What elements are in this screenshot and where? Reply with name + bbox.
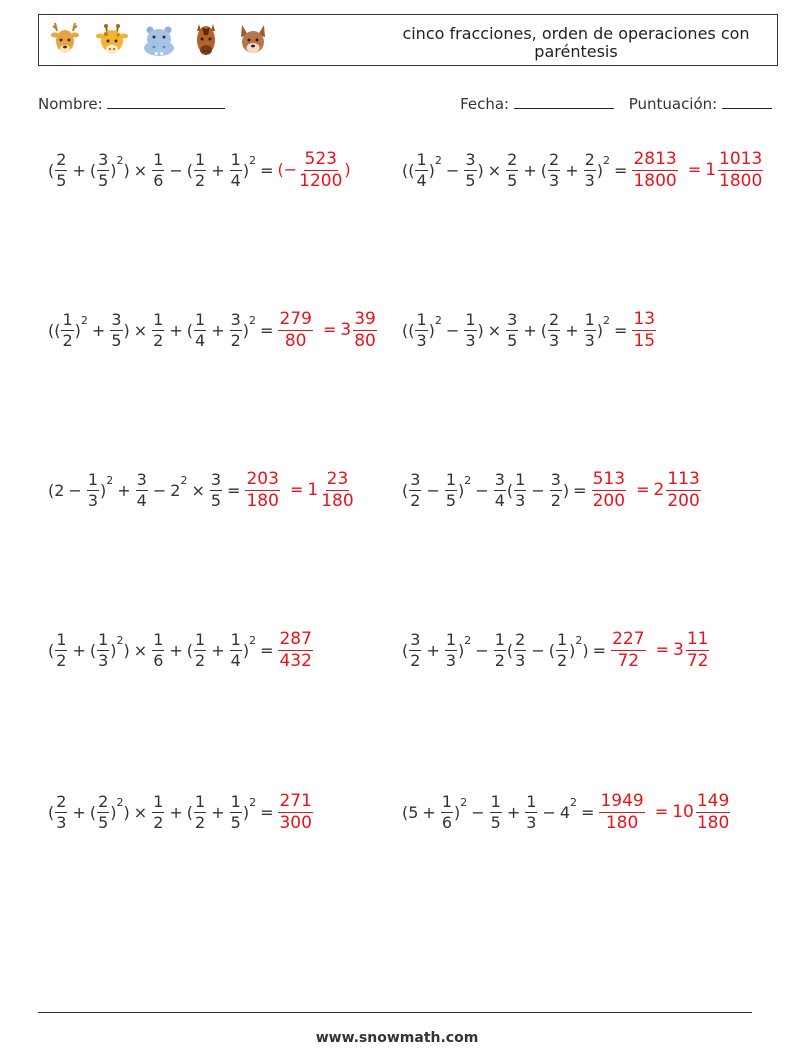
- denominator: 4: [195, 330, 206, 350]
- numerator: 1: [195, 791, 206, 811]
- numerator: 203: [246, 468, 279, 489]
- fraction: [55, 149, 67, 190]
- fraction: [110, 309, 122, 350]
- footer-url[interactable]: www.snowmath.com: [315, 1030, 479, 1046]
- deer-icon: [47, 21, 83, 59]
- fraction: [194, 629, 206, 670]
- numerator: 3: [230, 309, 241, 329]
- fraction: [230, 149, 242, 190]
- answer-fraction: [611, 628, 645, 671]
- answer: $\frac{513}{200}$ = 2 $\frac{113}{200}$: [592, 468, 700, 511]
- answer: $\frac{227}{72}$ = 3 $\frac{11}{72}$: [612, 628, 709, 671]
- numerator: 13: [633, 308, 656, 329]
- fraction: [445, 469, 457, 510]
- denominator: 2: [153, 812, 164, 832]
- numerator: 3: [507, 309, 518, 329]
- denominator: 2: [550, 490, 561, 510]
- denominator: 5: [490, 812, 501, 832]
- numerator: 2: [98, 791, 109, 811]
- denominator: 72: [617, 650, 640, 671]
- denominator: 3: [549, 170, 560, 190]
- fraction: [506, 309, 518, 350]
- denominator: 180: [605, 812, 639, 833]
- numerator: 1: [556, 629, 568, 649]
- denominator: 2: [195, 650, 206, 670]
- answer-fraction: [320, 468, 354, 511]
- fraction: [194, 309, 206, 350]
- denominator: 2: [494, 650, 505, 670]
- answer: [277, 628, 313, 671]
- fraction: [210, 469, 222, 510]
- numerator: 1: [153, 791, 164, 811]
- fraction: [230, 791, 242, 832]
- denominator: 180: [321, 490, 354, 511]
- denominator: 5: [507, 330, 518, 350]
- numerator: 1: [153, 309, 164, 329]
- denominator: 4: [136, 490, 147, 510]
- numerator: 279: [279, 308, 312, 329]
- fraction: [514, 469, 526, 510]
- denominator: 15: [633, 330, 656, 351]
- worksheet-title: cinco fracciones, orden de operaciones con paréntesis: [402, 24, 750, 61]
- denominator: 180: [696, 812, 730, 833]
- numerator: 3: [410, 469, 421, 489]
- giraffe-icon: [94, 21, 130, 59]
- denominator: 2: [410, 650, 421, 670]
- denominator: 3: [584, 170, 595, 190]
- numerator: 11: [686, 628, 709, 649]
- fraction: [525, 791, 537, 832]
- denominator: 3: [515, 490, 526, 510]
- numerator: 1: [195, 629, 206, 649]
- fraction: [97, 149, 109, 190]
- fraction: [445, 629, 457, 670]
- name-label: Nombre:: [38, 95, 103, 113]
- answer: $\frac{279}{80}$ = 3 $\frac{39}{80}$: [279, 308, 376, 351]
- denominator: 4: [230, 650, 241, 670]
- fraction: [415, 149, 427, 190]
- numerator: 1: [584, 309, 595, 329]
- numerator: 1: [230, 629, 241, 649]
- fraction: [230, 309, 242, 350]
- numerator: 2: [584, 149, 595, 169]
- fraction: [194, 791, 206, 832]
- fraction: [584, 309, 596, 350]
- fraction: [55, 791, 67, 832]
- numerator: 271: [279, 790, 312, 811]
- fraction: [194, 149, 206, 190]
- problem-4: (( $\frac{1}{3}$ ) $^2$ − $\frac{1}{3}$ ) × $\frac{3}{5}$ + ( $\frac{2}{3}$ + $\frac{1}{3}$ ) $^2$ = $\frac{13}{15}$: [402, 308, 656, 351]
- numerator: 1: [98, 629, 109, 649]
- fraction: [87, 469, 99, 510]
- horse-icon: [188, 21, 224, 59]
- denominator: 2: [153, 330, 164, 350]
- answer: $\frac{2813}{1800}$ = 1 $\frac{1013}{1800}$: [633, 148, 763, 191]
- numerator: 3: [210, 469, 222, 489]
- denominator: 6: [441, 812, 453, 832]
- denominator: 3: [584, 330, 595, 350]
- numerator: 149: [696, 790, 730, 811]
- fraction: [136, 469, 148, 510]
- fraction: [97, 791, 109, 832]
- problem-5: (2 − $\frac{1}{3}$ ) $^2$ + $\frac{3}{4}$ − 2 $^2$ × $\frac{3}{5}$ = $\frac{203}{180}$ = 1 $\frac{23}{180}$: [48, 468, 354, 511]
- numerator: 1: [416, 309, 427, 329]
- denominator: 5: [98, 170, 109, 190]
- fraction: [464, 309, 476, 350]
- fraction: [152, 149, 164, 190]
- problem-1: ( $\frac{2}{5}$ + ( $\frac{3}{5}$ ) $^2$ ) × $\frac{1}{6}$ − ( $\frac{1}{2}$ + $\frac{1}{4}$ ) $^2$ = (− $\frac{523}{1200}$ ): [48, 148, 351, 191]
- denominator: 4: [416, 170, 427, 190]
- denominator: 3: [98, 650, 109, 670]
- answer-fraction: [632, 308, 656, 351]
- dog-icon: [235, 21, 271, 59]
- answer-fraction: [696, 790, 730, 833]
- fraction: [464, 149, 476, 190]
- footer-divider: [38, 1012, 752, 1013]
- fraction: [415, 309, 427, 350]
- fraction: [494, 469, 506, 510]
- name-blank[interactable]: [107, 95, 225, 109]
- numerator: 1949: [600, 790, 644, 811]
- hippo-icon: [141, 21, 177, 59]
- date-score-field: [460, 95, 772, 113]
- numerator: 1: [445, 469, 457, 489]
- denominator: 3: [549, 330, 560, 350]
- fraction: [230, 629, 242, 670]
- denominator: 1800: [633, 170, 677, 191]
- numerator: 1: [526, 791, 537, 811]
- answer-fraction: [592, 468, 626, 511]
- numerator: 1013: [719, 148, 763, 169]
- denominator: 80: [284, 330, 307, 351]
- problem-2: (( $\frac{1}{4}$ ) $^2$ − $\frac{3}{5}$ ) × $\frac{2}{5}$ + ( $\frac{2}{3}$ + $\frac{2}{3}$ ) $^2$ = $\frac{2813}{1800}$ = 1 $\frac{1013}{1800}$: [402, 148, 763, 191]
- numerator: 3: [494, 469, 505, 489]
- denominator: 5: [507, 170, 518, 190]
- numerator: 523: [304, 148, 337, 169]
- animal-icons: [47, 21, 277, 61]
- numerator: 113: [667, 468, 700, 489]
- denominator: 2: [62, 330, 73, 350]
- fraction: [556, 629, 568, 670]
- fraction: [514, 629, 526, 670]
- numerator: 1: [153, 629, 164, 649]
- numerator: 2: [515, 629, 526, 649]
- numerator: 227: [612, 628, 645, 649]
- denominator: 3: [416, 330, 427, 350]
- denominator: 5: [111, 330, 122, 350]
- fraction: [494, 629, 506, 670]
- denominator: 3: [445, 650, 457, 670]
- numerator: 2813: [633, 148, 677, 169]
- answer-fraction: [245, 468, 279, 511]
- answer: $\frac{203}{180}$ = 1 $\frac{23}{180}$: [246, 468, 354, 511]
- numerator: 3: [465, 149, 476, 169]
- answer-fraction: [298, 148, 343, 191]
- numerator: 2: [56, 149, 67, 169]
- date-label: Fecha:: [460, 95, 510, 113]
- answer-fraction: [278, 308, 312, 351]
- fraction: [152, 629, 164, 670]
- numerator: 1: [445, 629, 457, 649]
- name-field: [38, 95, 225, 113]
- denominator: 300: [279, 812, 312, 833]
- denominator: 5: [98, 812, 109, 832]
- numerator: 1: [153, 149, 164, 169]
- numerator: 1: [416, 149, 427, 169]
- problem-10: (5 + $\frac{1}{6}$ ) $^2$ − $\frac{1}{5}$ + $\frac{1}{3}$ − 4 $^2$ = $\frac{1949}{180}$ = 10 $\frac{149}{180}$: [402, 790, 730, 833]
- denominator: 6: [153, 650, 164, 670]
- numerator: 513: [592, 468, 626, 489]
- numerator: 3: [111, 309, 122, 329]
- denominator: 3: [56, 812, 67, 832]
- answer-fraction: [718, 148, 763, 191]
- numerator: 3: [136, 469, 147, 489]
- score-blank[interactable]: [722, 95, 772, 109]
- denominator: 72: [686, 650, 709, 671]
- fraction: [409, 469, 421, 510]
- date-blank[interactable]: [514, 95, 614, 109]
- fraction: [548, 149, 560, 190]
- fraction: [97, 629, 109, 670]
- fraction: [548, 309, 560, 350]
- numerator: 1: [62, 309, 73, 329]
- numerator: 1: [230, 791, 241, 811]
- denominator: 180: [246, 490, 279, 511]
- numerator: 3: [98, 149, 109, 169]
- problem-6: ( $\frac{3}{2}$ − $\frac{1}{5}$ ) $^2$ − $\frac{3}{4}$ ( $\frac{1}{3}$ − $\frac{3}{2}$ ) = $\frac{513}{200}$ = 2 $\frac{113}{200}$: [402, 468, 700, 511]
- denominator: 2: [195, 170, 206, 190]
- denominator: 5: [56, 170, 67, 190]
- denominator: 4: [494, 490, 505, 510]
- numerator: 2: [507, 149, 518, 169]
- denominator: 1800: [719, 170, 763, 191]
- answer-fraction: [666, 468, 700, 511]
- answer-fraction: [353, 308, 377, 351]
- denominator: 5: [230, 812, 241, 832]
- denominator: 3: [515, 650, 526, 670]
- numerator: 3: [550, 469, 561, 489]
- denominator: 3: [87, 490, 99, 510]
- fraction: [550, 469, 562, 510]
- answer: (− $\frac{523}{1200}$ ): [277, 148, 351, 191]
- numerator: 1: [465, 309, 476, 329]
- numerator: 2: [56, 791, 67, 811]
- numerator: 2: [549, 149, 560, 169]
- answer-fraction: [632, 148, 677, 191]
- numerator: 1: [494, 629, 505, 649]
- fraction: [490, 791, 502, 832]
- numerator: 1: [195, 149, 206, 169]
- answer-fraction: [599, 790, 644, 833]
- denominator: 1200: [299, 170, 343, 191]
- fraction: [584, 149, 596, 190]
- answer-fraction: [278, 628, 312, 671]
- numerator: 39: [354, 308, 376, 329]
- denominator: 200: [592, 490, 626, 511]
- fraction: [152, 791, 164, 832]
- denominator: 2: [556, 650, 568, 670]
- numerator: 1: [441, 791, 453, 811]
- numerator: 2: [549, 309, 560, 329]
- problem-7: ( $\frac{1}{2}$ + ( $\frac{1}{3}$ ) $^2$ ) × $\frac{1}{6}$ + ( $\frac{1}{2}$ + $\frac{1}{4}$ ) $^2$ = $\frac{287}{432}$: [48, 628, 312, 671]
- fraction: [152, 309, 164, 350]
- denominator: 6: [153, 170, 164, 190]
- fraction: [409, 629, 421, 670]
- numerator: 1: [56, 629, 67, 649]
- fraction: [441, 791, 453, 832]
- denominator: 2: [230, 330, 241, 350]
- denominator: 80: [354, 330, 376, 351]
- header-box: [38, 14, 778, 66]
- numerator: 23: [326, 468, 349, 489]
- numerator: 1: [195, 309, 206, 329]
- problem-9: ( $\frac{2}{3}$ + ( $\frac{2}{5}$ ) $^2$ ) × $\frac{1}{2}$ + ( $\frac{1}{2}$ + $\frac{1}{5}$ ) $^2$ = $\frac{271}{300}$: [48, 790, 312, 833]
- numerator: 287: [279, 628, 312, 649]
- problem-3: (( $\frac{1}{2}$ ) $^2$ + $\frac{3}{5}$ ) × $\frac{1}{2}$ + ( $\frac{1}{4}$ + $\frac{3}{2}$ ) $^2$ = $\frac{279}{80}$ = 3 $\frac{39}{80}$: [48, 308, 376, 351]
- problem-8: ( $\frac{3}{2}$ + $\frac{1}{3}$ ) $^2$ − $\frac{1}{2}$ ( $\frac{2}{3}$ − ( $\frac{1}{2}$ ) $^2$ ) = $\frac{227}{72}$ = 3 $\frac{11}{72}$: [402, 628, 709, 671]
- answer: [631, 308, 657, 351]
- denominator: 2: [195, 812, 206, 832]
- fraction: [506, 149, 518, 190]
- numerator: 3: [410, 629, 421, 649]
- denominator: 432: [279, 650, 312, 671]
- denominator: 200: [667, 490, 700, 511]
- answer-fraction: [278, 790, 312, 833]
- denominator: 5: [465, 170, 476, 190]
- denominator: 3: [526, 812, 537, 832]
- numerator: 1: [87, 469, 99, 489]
- answer: $\frac{1949}{180}$ = 10 $\frac{149}{180}$: [600, 790, 730, 833]
- answer: [277, 790, 313, 833]
- numerator: 1: [515, 469, 526, 489]
- denominator: 4: [230, 170, 241, 190]
- denominator: 2: [56, 650, 67, 670]
- fraction: [61, 309, 73, 350]
- denominator: 5: [445, 490, 457, 510]
- denominator: 5: [210, 490, 222, 510]
- denominator: 3: [465, 330, 476, 350]
- score-label: Puntuación:: [628, 95, 718, 113]
- answer-fraction: [686, 628, 710, 671]
- denominator: 2: [410, 490, 421, 510]
- fraction: [55, 629, 67, 670]
- numerator: 1: [230, 149, 241, 169]
- numerator: 1: [490, 791, 501, 811]
